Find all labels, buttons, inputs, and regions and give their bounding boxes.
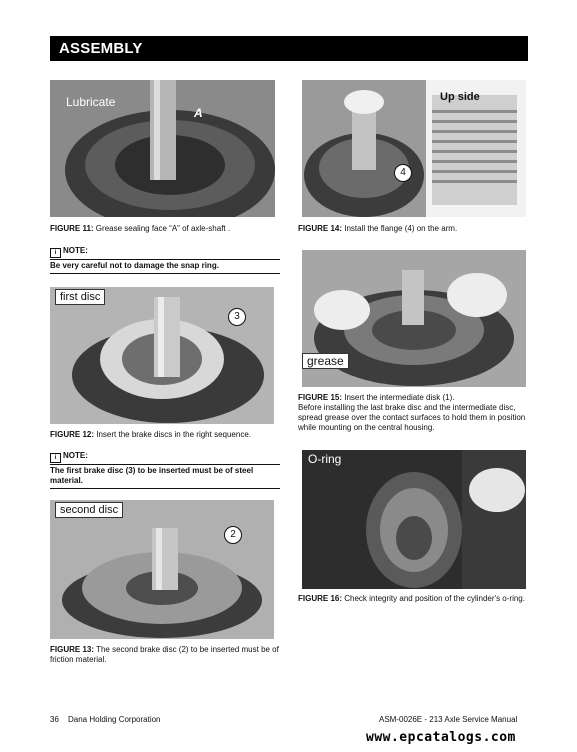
figure-16-photo [302,450,526,589]
note-1-body: Be very careful not to damage the snap ring. [50,260,280,274]
figure-14-photo [302,80,526,217]
note-2-body: The first brake disc (3) to be inserted must be of steel material. [50,465,280,489]
note-1 [50,246,280,274]
watermark-link[interactable]: www.epcatalogs.com [366,730,516,745]
figure-13-photo [50,500,274,639]
figure-15-caption: FIGURE 15: Insert the intermediate disk (1). Before installing the last brake disc and the intermediate disc, spread grease over the contact surfaces to hold them in position while mounting on the central housing. [298,393,526,432]
figure-14-callout: 4 [394,164,412,182]
figure-15-label: grease [302,353,349,369]
figure-12-label: first disc [55,289,105,305]
figure-11-callout: A [194,106,203,120]
figure-13-label: second disc [55,502,123,518]
figure-12-callout: 3 [228,308,246,326]
figure-14-caption: FIGURE 14: Install the flange (4) on the arm. [298,224,458,233]
note-icon: i [50,453,61,463]
figure-12-photo [50,287,274,424]
note-2 [50,451,280,489]
figure-14-label: Up side [440,91,480,103]
footer-manual: ASM-0026E - 213 Axle Service Manual [379,715,518,724]
figure-15-photo [302,250,526,387]
figure-16-caption: FIGURE 16: Check integrity and position of the cylinder's o-ring. [298,594,525,603]
figure-16-label: O-ring [308,452,342,466]
note-icon: i [50,248,61,258]
figure-11-label: Lubricate [66,95,116,109]
note-2-head: i NOTE: [50,451,280,465]
note-1-head: i NOTE: [50,246,280,260]
figure-13-caption: FIGURE 13: The second brake disc (2) to be inserted must be of friction material. [50,645,279,664]
figure-11-caption: FIGURE 11: Grease sealing face “A” of axle-shaft . [50,224,231,233]
section-title: ASSEMBLY [50,36,528,61]
page-number: 36 [50,715,59,724]
footer-company: Dana Holding Corporation [68,715,161,724]
figure-13-callout: 2 [224,526,242,544]
figure-11-photo [50,80,275,217]
figure-12-caption: FIGURE 12: Insert the brake discs in the right sequence. [50,430,251,439]
